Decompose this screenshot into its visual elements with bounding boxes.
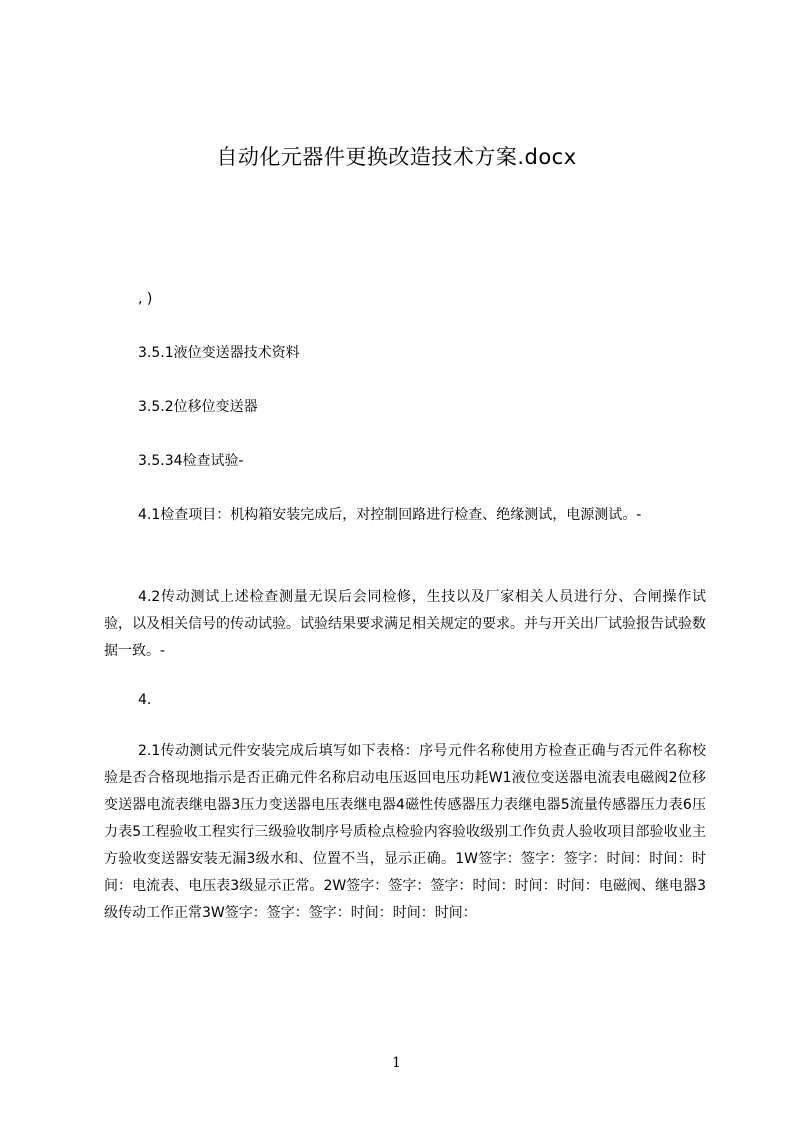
section-4-2: 4.2传动测试上述检查测量无误后会同检修，生技以及厂家相关人员进行分、合闸操作试验，以及相关信号的传动试验。试验结果要求满足相关规定的要求。并与开关出厂试验报告试验数据一致。- [104, 589, 706, 659]
section-3-5-2: 3.5.2位移位变送器 [138, 399, 258, 415]
page-number: 1 [392, 1055, 401, 1071]
section-4-1: 4.1检查项目：机构箱安装完成后，对控制回路进行检查、绝缘测试，电源测试。- [138, 507, 642, 523]
section-2-1: 2.1传动测试元件安装完成后填写如下表格：序号元件名称使用方检查正确与否元件名称校验是否合格现地指示是否正确元件名称启动电压返回电压功耗W1液位变送器电流表电磁阀2位移变送器电流表继电器3压力变送器电压表继电器4磁性传感器压力表继电器5流量传感器压力表6压力表5工程验收工程实行三级验收制序号质检点检验内容验收级别工作负责人验收项目部验收业主方验收变送器安装无漏3级水和、位置不当，显示正确。1W签字：签字：签字：时间：时间：时间：电流表、电压表3级显示正常。2W签字：签字：签字：时间：时间：时间：电磁阀、继电器3级传动工作正常3W签字：签字：签字：时间：时间：时间： [104, 743, 706, 921]
document-title: 自动化元器件更换改造技术方案.docx [216, 145, 577, 169]
section-3-5-1: 3.5.1液位变送器技术资料 [138, 345, 300, 361]
section-3-5-34: 3.5.34检查试验- [138, 453, 244, 469]
section-4: 4. [138, 692, 152, 708]
paragraph-fragment: , ) [138, 291, 153, 307]
